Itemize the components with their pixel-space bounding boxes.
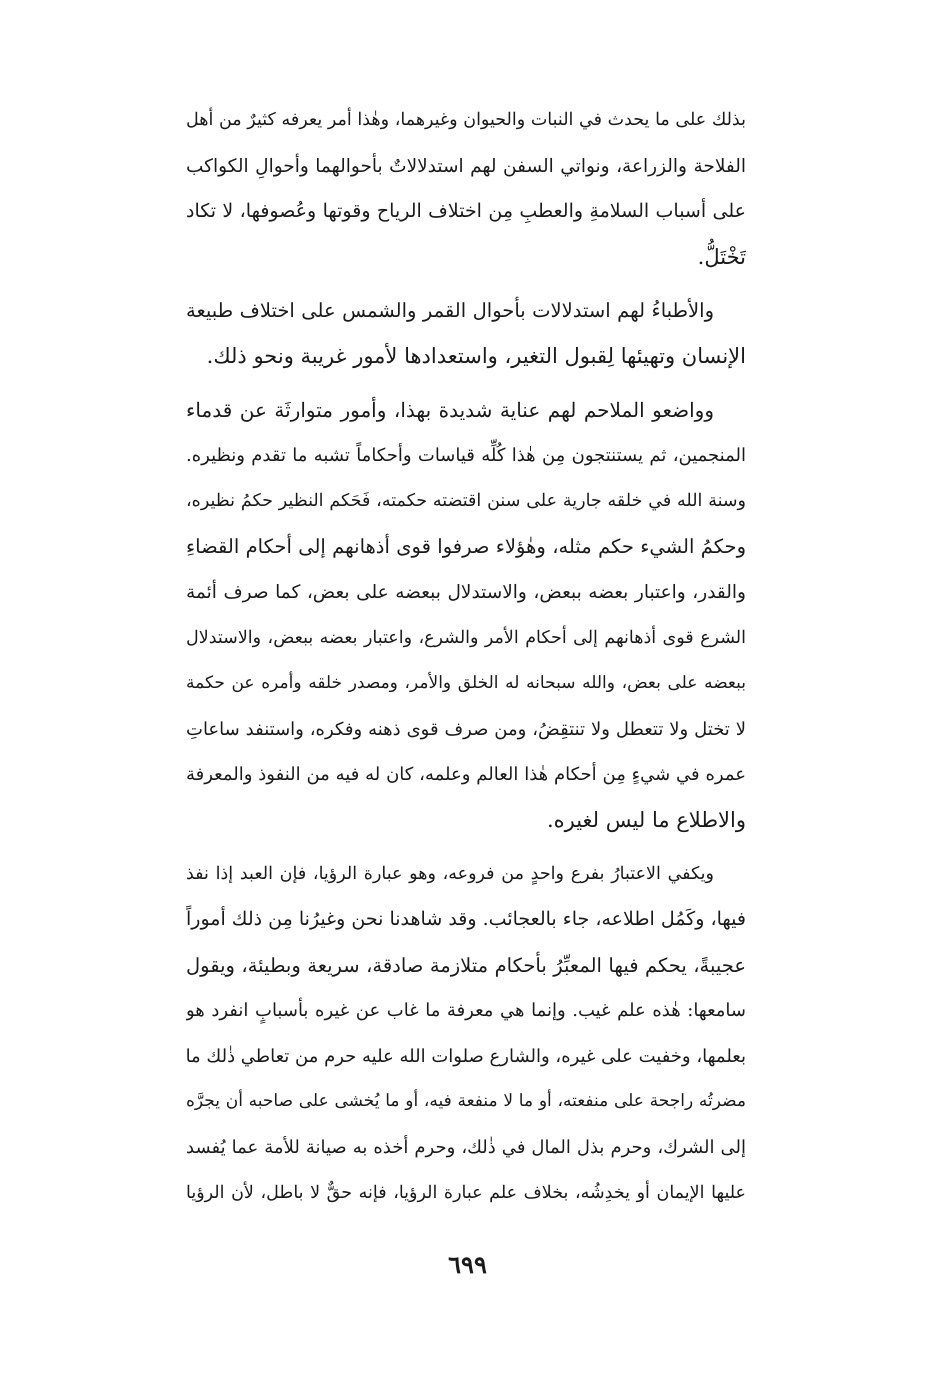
- text-line: عليها الإيمان أو يخدِشُه، بخلاف علم عبارة الرؤيا، فإنه حقٌّ لا باطل، لأن الرؤيا: [186, 1182, 746, 1203]
- text-line: سامعها: هٰذه علم غيب. وإنما هي معرفة ما غاب عن غيره بأسبابٍ انفرد هو: [186, 1000, 746, 1022]
- text-line: على أسباب السلامةِ والعطبِ مِن اختلاف الرياح وقوتها وعُصوفها، لا تكاد: [186, 200, 746, 223]
- text-line: الفلاحة والزراعة، ونواتي السفن لهم استدلالاتٌ بأحوالهما وأحوالِ الكواكب: [186, 155, 746, 177]
- page-number: ٦٩٩: [448, 1250, 487, 1279]
- text-line: مضرتُه راجحة على منفعته، أو ما لا منفعة فيه، أو ما يُخشى على صاحبه أن يجرَّه: [186, 1091, 746, 1112]
- text-line: الشرع قوى أذهانهم إلى أحكام الأمر والشرع، واعتبار بعضه ببعض، والاستدلال: [186, 627, 746, 648]
- text-line: ويكفي الاعتبارُ بفرع واحدٍ من فروعه، وهو عبارة الرؤيا، فإن العبد إذا نفذ: [186, 863, 714, 884]
- paragraph-1: [186, 98, 746, 280]
- text-line: وحكمُ الشيء حكم مثله، وهٰؤلاء صرفوا قوى أذهانهم إلى أحكام القضاءِ: [186, 535, 746, 559]
- text-line: لا تختل ولا تتعطل ولا تنتقِضُ، ومن صرف قوى ذهنه وفكره، واستنفد ساعاتِ: [186, 718, 746, 740]
- text-line: الإنسان وتهيئها لِقبول التغير، واستعدادها لأمور غريبة ونحو ذلك.: [206, 343, 746, 368]
- text-line: والأطباءُ لهم استدلالات بأحوال القمر والشمس على اختلاف طبيعة: [186, 299, 714, 323]
- text-line: إلى الشرك، وحرم بذل المال في ذٰلك، وحرم أخذه به صيانة للأمة عما يُفسد: [186, 1137, 746, 1159]
- paragraph-4: [186, 852, 746, 1217]
- text-line: بذلك على ما يحدث في النبات والحيوان وغيرهما، وهٰذا أمر يعرفه كثيرٌ من أهل: [186, 110, 746, 130]
- body-text: [186, 98, 746, 1224]
- text-line: المنجمين، ثم يستنتجون مِن هٰذا كُلِّه قياسات وأحكاماً تشبه ما تقدم ونظيره.: [186, 445, 746, 467]
- text-line: فيها، وكَمُل اطلاعه، جاء بالعجائب. وقد شاهدنا نحن وغيرُنا مِن ذلك أموراً: [186, 908, 746, 931]
- text-line: بعلمها، وخفيت على غيره، والشارع صلوات الله عليه حرم من تعاطي ذٰلك ما: [186, 1045, 746, 1067]
- text-line: وواضعو الملاحم لهم عناية شديدة بهذا، وأمور متوارثَة عن قدماء: [186, 397, 714, 422]
- text-line: تَخْتَلُّ.: [697, 244, 746, 269]
- text-line: عمره في شيءٍ مِن أحكام هٰذا العالم وعلمه، كان له فيه من النفوذ والمعرفة: [186, 764, 746, 786]
- text-line: ببعضه على بعض، والله سبحانه له الخلق والأمر، ومصدر خلقه وأمره عن حكمة: [186, 673, 746, 694]
- text-line: عجيبةً، يحكم فيها المعبِّرُ بأحكام متلازمة صادقة، سريعة وبطيئة، ويقول: [186, 953, 746, 977]
- text-line: والاطلاع ما ليس لغيره.: [546, 807, 746, 832]
- paragraph-3: [186, 388, 746, 844]
- text-line: والقدر، واعتبار بعضه ببعض، والاستدلال ببعضه على بعض، كما صرف أئمة: [186, 581, 746, 603]
- text-line: وسنة الله في خلقه جارية على سنن اقتضته حكمته، فَحَكم النظير حكمُ نظيره،: [186, 490, 746, 511]
- paragraph-2: [186, 288, 746, 379]
